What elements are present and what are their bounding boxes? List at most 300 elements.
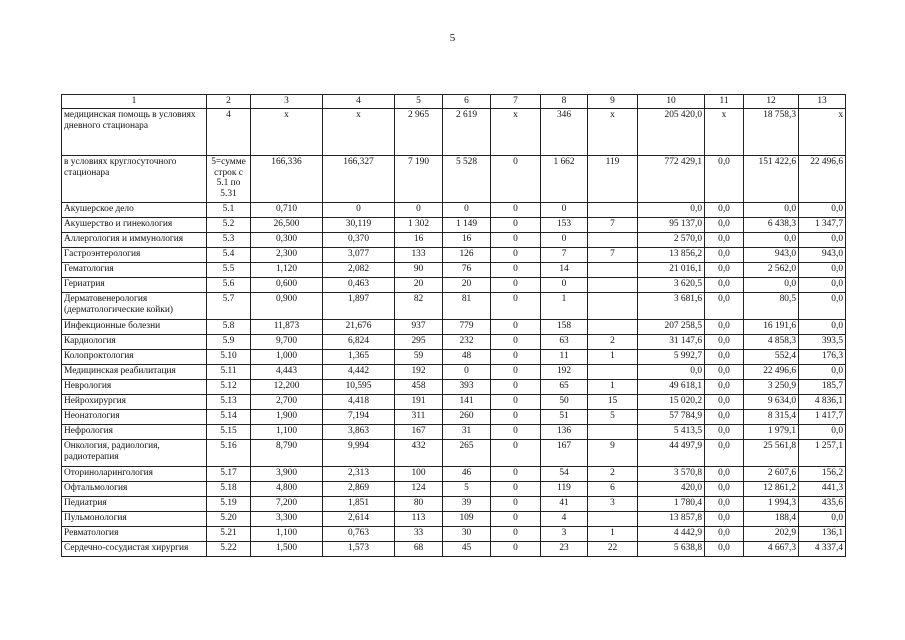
table-cell: 16 191,6 xyxy=(744,320,799,335)
table-cell: 2 607,6 xyxy=(744,467,799,482)
table-cell: 1 xyxy=(588,350,638,365)
table-cell: 22 xyxy=(588,542,638,557)
table-cell: 1,365 xyxy=(323,350,395,365)
table-cell xyxy=(588,293,638,320)
column-header: 2 xyxy=(207,95,251,109)
table-cell: 779 xyxy=(443,320,491,335)
table-cell: 1,897 xyxy=(323,293,395,320)
table-cell: 11 xyxy=(541,350,588,365)
table-cell: 1,120 xyxy=(251,263,323,278)
table-cell: 0,0 xyxy=(744,233,799,248)
table-cell: 552,4 xyxy=(744,350,799,365)
table-cell: 30 xyxy=(443,527,491,542)
table-cell: 260 xyxy=(443,410,491,425)
table-cell: 0,710 xyxy=(251,203,323,218)
table-cell: 1 257,1 xyxy=(799,440,846,467)
table-cell: 4 836,1 xyxy=(799,395,846,410)
table-cell: 0,0 xyxy=(799,320,846,335)
table-row xyxy=(62,512,846,527)
table-cell: 0 xyxy=(395,203,443,218)
table-cell: 0 xyxy=(491,293,541,320)
table-cell: 7,194 xyxy=(323,410,395,425)
column-header: 9 xyxy=(588,95,638,109)
table-cell: 0 xyxy=(491,248,541,263)
table-cell: 0,0 xyxy=(744,278,799,293)
table-cell: 7 xyxy=(588,248,638,263)
table-cell: 5 xyxy=(443,482,491,497)
table-cell: 1,500 xyxy=(251,542,323,557)
table-cell: 5.5 xyxy=(207,263,251,278)
table-cell: 12 861,2 xyxy=(744,482,799,497)
table-cell: 0,0 xyxy=(799,278,846,293)
table-cell: 0,0 xyxy=(705,335,744,350)
row-label: Медицинская реабилитация xyxy=(62,365,207,380)
table-cell: 1 417,7 xyxy=(799,410,846,425)
table-cell: 153 xyxy=(541,218,588,233)
table-cell: 5.9 xyxy=(207,335,251,350)
table-cell: 5.1 xyxy=(207,203,251,218)
table-cell: 5.12 xyxy=(207,380,251,395)
table-cell: 167 xyxy=(395,425,443,440)
table-cell: 68 xyxy=(395,542,443,557)
table-cell: 0,300 xyxy=(251,233,323,248)
table-cell: 0,0 xyxy=(705,278,744,293)
table-cell: 25 561,8 xyxy=(744,440,799,467)
column-header: 4 xyxy=(323,95,395,109)
table-cell: 0,0 xyxy=(705,410,744,425)
table-row xyxy=(62,293,846,320)
table-cell: 0 xyxy=(323,203,395,218)
table-cell: 176,3 xyxy=(799,350,846,365)
table-cell: 5.3 xyxy=(207,233,251,248)
table-cell: 1 979,1 xyxy=(744,425,799,440)
table-row xyxy=(62,156,846,203)
table-cell: 51 xyxy=(541,410,588,425)
table-cell: 18 758,3 xyxy=(744,109,799,156)
table-row xyxy=(62,527,846,542)
table-cell: 346 xyxy=(541,109,588,156)
table-cell: x xyxy=(588,109,638,156)
table-cell: 1,000 xyxy=(251,350,323,365)
table-row xyxy=(62,335,846,350)
table-cell: 100 xyxy=(395,467,443,482)
table-cell: 33 xyxy=(395,527,443,542)
table-cell: 0,463 xyxy=(323,278,395,293)
row-label: Акушерское дело xyxy=(62,203,207,218)
table-cell: 265 xyxy=(443,440,491,467)
table-cell: 82 xyxy=(395,293,443,320)
table-row xyxy=(62,350,846,365)
table-cell: 1,900 xyxy=(251,410,323,425)
row-label: Неврология xyxy=(62,380,207,395)
table-cell: 15 020,2 xyxy=(638,395,705,410)
table-cell: 15 xyxy=(588,395,638,410)
table-cell: 7 xyxy=(541,248,588,263)
table-cell: 5 992,7 xyxy=(638,350,705,365)
table-cell: 5 413,5 xyxy=(638,425,705,440)
table-cell: 0,0 xyxy=(705,233,744,248)
table-cell: 0,0 xyxy=(638,365,705,380)
table-cell: 0 xyxy=(491,263,541,278)
table-cell: 76 xyxy=(443,263,491,278)
data-table xyxy=(61,94,846,557)
row-label: Колопроктология xyxy=(62,350,207,365)
table-cell: 3 681,6 xyxy=(638,293,705,320)
table-cell: 16 xyxy=(395,233,443,248)
table-cell: 50 xyxy=(541,395,588,410)
table-cell: 5.2 xyxy=(207,218,251,233)
table-cell: 0,0 xyxy=(799,425,846,440)
table-row xyxy=(62,263,846,278)
table-cell: 5.22 xyxy=(207,542,251,557)
table-cell: 3 250,9 xyxy=(744,380,799,395)
table-cell: 441,3 xyxy=(799,482,846,497)
table-cell: 8 315,4 xyxy=(744,410,799,425)
table-cell: 95 137,0 xyxy=(638,218,705,233)
table-cell: 80 xyxy=(395,497,443,512)
table-cell: 2,300 xyxy=(251,248,323,263)
table-cell: 5.13 xyxy=(207,395,251,410)
table-cell: 0,0 xyxy=(705,320,744,335)
table-cell: 1 780,4 xyxy=(638,497,705,512)
table-cell: 9,994 xyxy=(323,440,395,467)
table-cell: 3 xyxy=(588,497,638,512)
table-cell: 0,0 xyxy=(705,203,744,218)
table-cell: 65 xyxy=(541,380,588,395)
table-cell: 23 xyxy=(541,542,588,557)
table-cell: 80,5 xyxy=(744,293,799,320)
table-cell: 5.18 xyxy=(207,482,251,497)
table-row xyxy=(62,440,846,467)
table-cell: 0,0 xyxy=(705,482,744,497)
table-cell: 4 xyxy=(541,512,588,527)
column-header: 1 xyxy=(62,95,207,109)
table-row xyxy=(62,248,846,263)
row-label: Нейрохирургия xyxy=(62,395,207,410)
table-cell: 1 347,7 xyxy=(799,218,846,233)
table-cell: 13 856,2 xyxy=(638,248,705,263)
table-cell: 7,200 xyxy=(251,497,323,512)
table-cell: 16 xyxy=(443,233,491,248)
table-cell: 5.4 xyxy=(207,248,251,263)
table-cell: 1,851 xyxy=(323,497,395,512)
table-cell: 11,873 xyxy=(251,320,323,335)
table-cell: 0,370 xyxy=(323,233,395,248)
table-row xyxy=(62,425,846,440)
table-cell: 4 858,3 xyxy=(744,335,799,350)
table-cell: 772 429,1 xyxy=(638,156,705,203)
table-cell: 26,500 xyxy=(251,218,323,233)
table-cell: 0,0 xyxy=(799,233,846,248)
table-cell: 5.15 xyxy=(207,425,251,440)
table-cell: x xyxy=(799,109,846,156)
table-cell: 0,0 xyxy=(705,156,744,203)
table-cell: 7 xyxy=(588,218,638,233)
table-cell: 14 xyxy=(541,263,588,278)
table-cell: 13 857,8 xyxy=(638,512,705,527)
table-cell: 0 xyxy=(491,482,541,497)
table-cell: 2,614 xyxy=(323,512,395,527)
table-cell: 420,0 xyxy=(638,482,705,497)
table-cell: 59 xyxy=(395,350,443,365)
table-cell: 0,0 xyxy=(705,248,744,263)
row-label: Гериатрия xyxy=(62,278,207,293)
table-cell: 0 xyxy=(491,156,541,203)
table-cell xyxy=(588,278,638,293)
table-cell: 943,0 xyxy=(744,248,799,263)
table-cell: 393 xyxy=(443,380,491,395)
row-label: Дерматовенерология (дерматологические койки) xyxy=(62,293,207,320)
table-cell: 0,0 xyxy=(705,218,744,233)
table-cell: 5.17 xyxy=(207,467,251,482)
table-cell: 90 xyxy=(395,263,443,278)
table-cell xyxy=(588,320,638,335)
table-cell: 0 xyxy=(541,233,588,248)
table-cell: 126 xyxy=(443,248,491,263)
table-cell: 0 xyxy=(491,365,541,380)
table-cell: 1 662 xyxy=(541,156,588,203)
table-cell: 119 xyxy=(541,482,588,497)
table-cell: 1 xyxy=(541,293,588,320)
table-cell: 133 xyxy=(395,248,443,263)
table-cell: 0 xyxy=(491,440,541,467)
table-cell: x xyxy=(491,109,541,156)
table-cell: 0,0 xyxy=(705,467,744,482)
page-number: 5 xyxy=(449,32,456,44)
table-cell: 3,077 xyxy=(323,248,395,263)
table-cell: 0 xyxy=(443,203,491,218)
table-cell: 4 337,4 xyxy=(799,542,846,557)
table-cell: 12,200 xyxy=(251,380,323,395)
table-cell: 0,0 xyxy=(705,365,744,380)
table-cell: 109 xyxy=(443,512,491,527)
column-header: 13 xyxy=(799,95,846,109)
column-header: 10 xyxy=(638,95,705,109)
table-cell xyxy=(588,263,638,278)
table-cell: 0 xyxy=(443,365,491,380)
table-cell xyxy=(588,233,638,248)
table-cell: 21 016,1 xyxy=(638,263,705,278)
row-label: Гастроэнтерология xyxy=(62,248,207,263)
table-cell: 0,0 xyxy=(705,263,744,278)
table-cell: 192 xyxy=(541,365,588,380)
table-cell: 9 xyxy=(588,440,638,467)
table-cell: 2 xyxy=(588,467,638,482)
table-cell: 0 xyxy=(491,350,541,365)
table-cell: 8,790 xyxy=(251,440,323,467)
table-cell: 0 xyxy=(491,320,541,335)
table-row xyxy=(62,365,846,380)
table-cell: 0 xyxy=(491,497,541,512)
table-cell: x xyxy=(251,109,323,156)
table-cell: x xyxy=(323,109,395,156)
table-cell: 31 147,6 xyxy=(638,335,705,350)
table-cell: 0 xyxy=(491,380,541,395)
table-cell: 151 422,6 xyxy=(744,156,799,203)
table-cell xyxy=(588,365,638,380)
table-cell: 5.10 xyxy=(207,350,251,365)
table-cell: 166,336 xyxy=(251,156,323,203)
table-cell: 3,863 xyxy=(323,425,395,440)
row-label: медицинская помощь в условиях дневного стационара xyxy=(62,109,207,156)
row-label: Акушерство и гинекология xyxy=(62,218,207,233)
table-cell: 0,0 xyxy=(705,440,744,467)
table-cell: 2,869 xyxy=(323,482,395,497)
table-cell: 119 xyxy=(588,156,638,203)
row-label: Неонатология xyxy=(62,410,207,425)
row-label: Гематология xyxy=(62,263,207,278)
table-cell: 0 xyxy=(491,395,541,410)
table-cell: 136 xyxy=(541,425,588,440)
table-cell: 295 xyxy=(395,335,443,350)
table-cell: 1,100 xyxy=(251,527,323,542)
column-header: 8 xyxy=(541,95,588,109)
row-label: Ревматология xyxy=(62,527,207,542)
table-cell: 10,595 xyxy=(323,380,395,395)
table-row xyxy=(62,203,846,218)
table-cell: 185,7 xyxy=(799,380,846,395)
table-cell: 2 965 xyxy=(395,109,443,156)
table-row xyxy=(62,233,846,248)
table-cell: 5=сумме строк с 5.1 по 5.31 xyxy=(207,156,251,203)
table-cell: 0,900 xyxy=(251,293,323,320)
table-row xyxy=(62,542,846,557)
table-cell: 63 xyxy=(541,335,588,350)
table-cell: 5.20 xyxy=(207,512,251,527)
table-cell: 2,700 xyxy=(251,395,323,410)
table-cell: 0,0 xyxy=(705,425,744,440)
table-cell: 57 784,9 xyxy=(638,410,705,425)
table-cell: 5.7 xyxy=(207,293,251,320)
table-cell: 1 xyxy=(588,380,638,395)
table-row xyxy=(62,467,846,482)
column-header: 6 xyxy=(443,95,491,109)
table-cell: 1 xyxy=(588,527,638,542)
table-cell: 166,327 xyxy=(323,156,395,203)
table-cell: 0 xyxy=(491,203,541,218)
table-row xyxy=(62,109,846,156)
table-cell: 3 620,5 xyxy=(638,278,705,293)
table-cell xyxy=(588,425,638,440)
table-cell: 2 xyxy=(588,335,638,350)
table-cell xyxy=(588,203,638,218)
table-cell: 0,0 xyxy=(705,380,744,395)
table-cell: 1,573 xyxy=(323,542,395,557)
table-cell: 2 619 xyxy=(443,109,491,156)
table-cell: 393,5 xyxy=(799,335,846,350)
table-cell: 6 xyxy=(588,482,638,497)
table-cell: 3 570,8 xyxy=(638,467,705,482)
table-row xyxy=(62,410,846,425)
table-cell: x xyxy=(705,109,744,156)
table-cell: 6 438,3 xyxy=(744,218,799,233)
table-cell: 0,0 xyxy=(638,203,705,218)
table-cell: 0,0 xyxy=(799,203,846,218)
row-label: Пульмонология xyxy=(62,512,207,527)
table-cell: 22 496,6 xyxy=(744,365,799,380)
row-label: Оториноларингология xyxy=(62,467,207,482)
table-cell: 45 xyxy=(443,542,491,557)
table-cell: 124 xyxy=(395,482,443,497)
table-cell: 1 302 xyxy=(395,218,443,233)
table-row xyxy=(62,482,846,497)
table-cell: 205 420,0 xyxy=(638,109,705,156)
table-cell: 48 xyxy=(443,350,491,365)
table-cell: 0,0 xyxy=(799,365,846,380)
table-cell: 0 xyxy=(491,542,541,557)
table-cell: 0 xyxy=(491,410,541,425)
table-cell xyxy=(588,512,638,527)
table-cell: 5 528 xyxy=(443,156,491,203)
table-cell: 0,0 xyxy=(705,542,744,557)
table-cell: 49 618,1 xyxy=(638,380,705,395)
row-label: Офтальмология xyxy=(62,482,207,497)
table-cell: 41 xyxy=(541,497,588,512)
table-cell: 0,0 xyxy=(705,497,744,512)
table-cell: 4,418 xyxy=(323,395,395,410)
table-cell: 39 xyxy=(443,497,491,512)
column-header: 12 xyxy=(744,95,799,109)
table-cell: 22 496,6 xyxy=(799,156,846,203)
table-cell: 5 xyxy=(588,410,638,425)
table-cell: 5.19 xyxy=(207,497,251,512)
table-cell: 0,0 xyxy=(705,527,744,542)
table-cell: 3 xyxy=(541,527,588,542)
table-cell: 432 xyxy=(395,440,443,467)
table-cell: 0,0 xyxy=(705,350,744,365)
table-cell: 943,0 xyxy=(799,248,846,263)
table-cell: 0,0 xyxy=(799,263,846,278)
table-cell: 21,676 xyxy=(323,320,395,335)
table-cell: 458 xyxy=(395,380,443,395)
header-row xyxy=(62,95,846,109)
table-cell: 5 638,8 xyxy=(638,542,705,557)
table-cell: 207 258,5 xyxy=(638,320,705,335)
table-cell: 0,0 xyxy=(799,512,846,527)
table-cell: 0,600 xyxy=(251,278,323,293)
table-row xyxy=(62,497,846,512)
table-cell: 311 xyxy=(395,410,443,425)
table-cell: 2,313 xyxy=(323,467,395,482)
table-cell: 0 xyxy=(491,512,541,527)
column-header: 11 xyxy=(705,95,744,109)
table-cell: 30,119 xyxy=(323,218,395,233)
table-row xyxy=(62,380,846,395)
table-cell: 20 xyxy=(443,278,491,293)
table-cell: 0,763 xyxy=(323,527,395,542)
table-cell: 188,4 xyxy=(744,512,799,527)
table-cell: 54 xyxy=(541,467,588,482)
table-cell: 0,0 xyxy=(705,293,744,320)
table-cell: 4 xyxy=(207,109,251,156)
table-cell: 192 xyxy=(395,365,443,380)
table-cell: 7 190 xyxy=(395,156,443,203)
table-cell: 191 xyxy=(395,395,443,410)
table-cell: 158 xyxy=(541,320,588,335)
table-cell: 5.14 xyxy=(207,410,251,425)
table-cell: 5.11 xyxy=(207,365,251,380)
table-cell: 1 994,3 xyxy=(744,497,799,512)
row-label: Сердечно-сосудистая хирургия xyxy=(62,542,207,557)
table-cell: 141 xyxy=(443,395,491,410)
table-row xyxy=(62,218,846,233)
table-cell: 0,0 xyxy=(705,395,744,410)
column-header: 5 xyxy=(395,95,443,109)
table-cell: 2 570,0 xyxy=(638,233,705,248)
row-label: Аллергология и иммунология xyxy=(62,233,207,248)
table-row xyxy=(62,320,846,335)
table-cell: 4,800 xyxy=(251,482,323,497)
